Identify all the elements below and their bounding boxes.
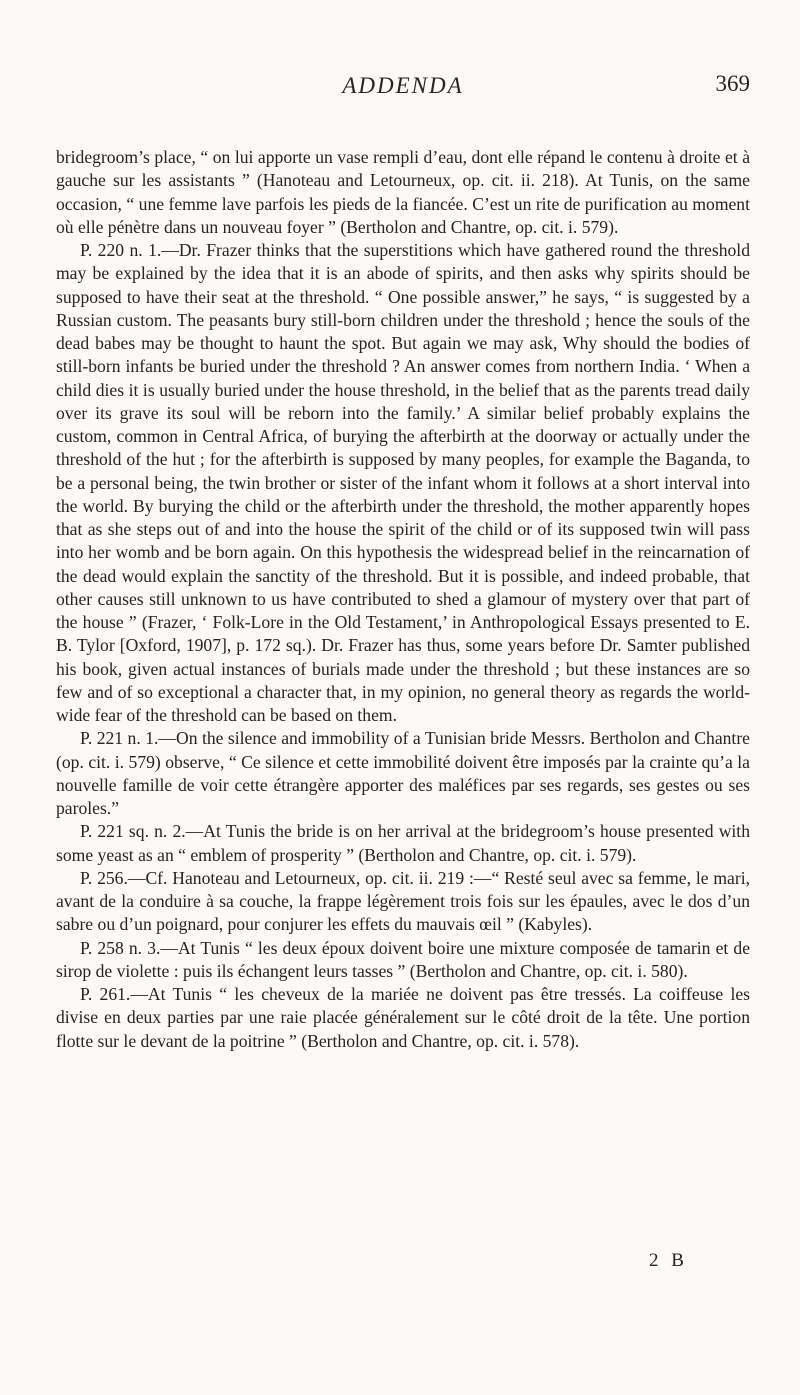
page-body — [56, 146, 750, 1053]
note-p258-n3: P. 258 n. 3.—At Tunis “ les deux époux doivent boire une mixture composée de tamarin et de sirop de violette : puis ils échangent leurs tasses ” (Bertholon and Chantre, op. cit. i. 580). — [56, 937, 750, 981]
paragraph-continuation: bridegroom’s place, “ on lui apporte un vase rempli d’eau, dont elle répand le contenu à droite et à gauche sur les assistants ” (Hanoteau and Letourneux, op. cit. ii. 218). At Tunis, on the same occasion, “ une femme lave parfois les pieds de la fiancée. C’est un rite de purification au moment où elle pénètre dans un nouveau foyer ” (Bertholon and Chantre, op. cit. i. 579). — [56, 147, 750, 237]
book-page — [56, 0, 750, 1053]
note-p221-n1: P. 221 n. 1.—On the silence and immobility of a Tunisian bride Messrs. Bertholon and Chantre (op. cit. i. 579) observe, “ Ce silence et cette immobilité doivent être imposés par la crainte qu’a la nouvelle famille de voir cette étrangère apporter des maléfices par ses regards, ses gestes ou ses paroles.” — [56, 728, 750, 818]
running-head: ADDENDA — [342, 73, 464, 98]
note-p261: P. 261.—At Tunis “ les cheveux de la mariée ne doivent pas être tressés. La coiffeuse les divise en deux parties par une raie placée généralement sur le côté droit de la tête. Une portion flotte sur le devant de la poitrine ” (Bertholon and Chantre, op. cit. i. 578). — [56, 984, 750, 1051]
signature-mark: 2 B — [649, 1250, 688, 1271]
note-p256: P. 256.—Cf. Hanoteau and Letourneux, op. cit. ii. 219 :—“ Resté seul avec sa femme, le mari, avant de la conduire à sa couche, la frappe légèrement trois fois sur les épaules, avec le dos d’un sabre ou d’un poignard, pour conjurer les effets du mauvais œil ” (Kabyles). — [56, 867, 750, 935]
note-p220-n1: P. 220 n. 1.—Dr. Frazer thinks that the superstitions which have gathered round the threshold may be explained by the idea that it is an abode of spirits, and then asks why spirits should be supposed to have their seat at the threshold. “ One possible answer,” he says, “ is suggested by a Russian custom. The peasants bury still-born children under the threshold ; hence the souls of the dead babes may be thought to haunt the spot. But again we may ask, Why should the bodies of still-born infants be buried under the threshold ? An answer comes from northern India. ‘ When a child dies it is usually buried under the house threshold, in the belief that as the parents tread daily over its grave its soul will be reborn into the family.’ A similar belief probably explains the custom, common in Central Africa, of burying the afterbirth at the doorway or actually under the threshold of the hut ; for the afterbirth is supposed by many peoples, for example the Baganda, to be a personal being, the twin brother or sister of the infant whom it follows at a short interval into the world. By burying the child or the afterbirth under the threshold, the mother apparently hopes that as she steps out of and into the house the spirit of the child or of its supposed twin will pass into her womb and be born again. On this hypothesis the widespread belief in the reincarnation of the dead would explain the sanctity of the threshold. But it is possible, and indeed probable, that other causes still unknown to us have contributed to shed a glamour of mystery over that part of the house ” (Frazer, ‘ Folk-Lore in the Old Testament,’ in Anthropological Essays presented to E. B. Tylor [Oxford, 1907], p. 172 sq.). Dr. Frazer has thus, some years before Dr. Samter published his book, given actual instances of burials made under the threshold ; but these instances are so few and of so exceptional a character that, in my opinion, no general theory as regards the world-wide fear of the threshold can be based on them. — [56, 240, 750, 725]
note-p221-n2: P. 221 sq. n. 2.—At Tunis the bride is on her arrival at the bridegroom’s house presented with some yeast as an “ emblem of prosperity ” (Bertholon and Chantre, op. cit. i. 579). — [56, 821, 750, 865]
page-header — [56, 71, 750, 146]
page-number: 369 — [715, 71, 750, 96]
